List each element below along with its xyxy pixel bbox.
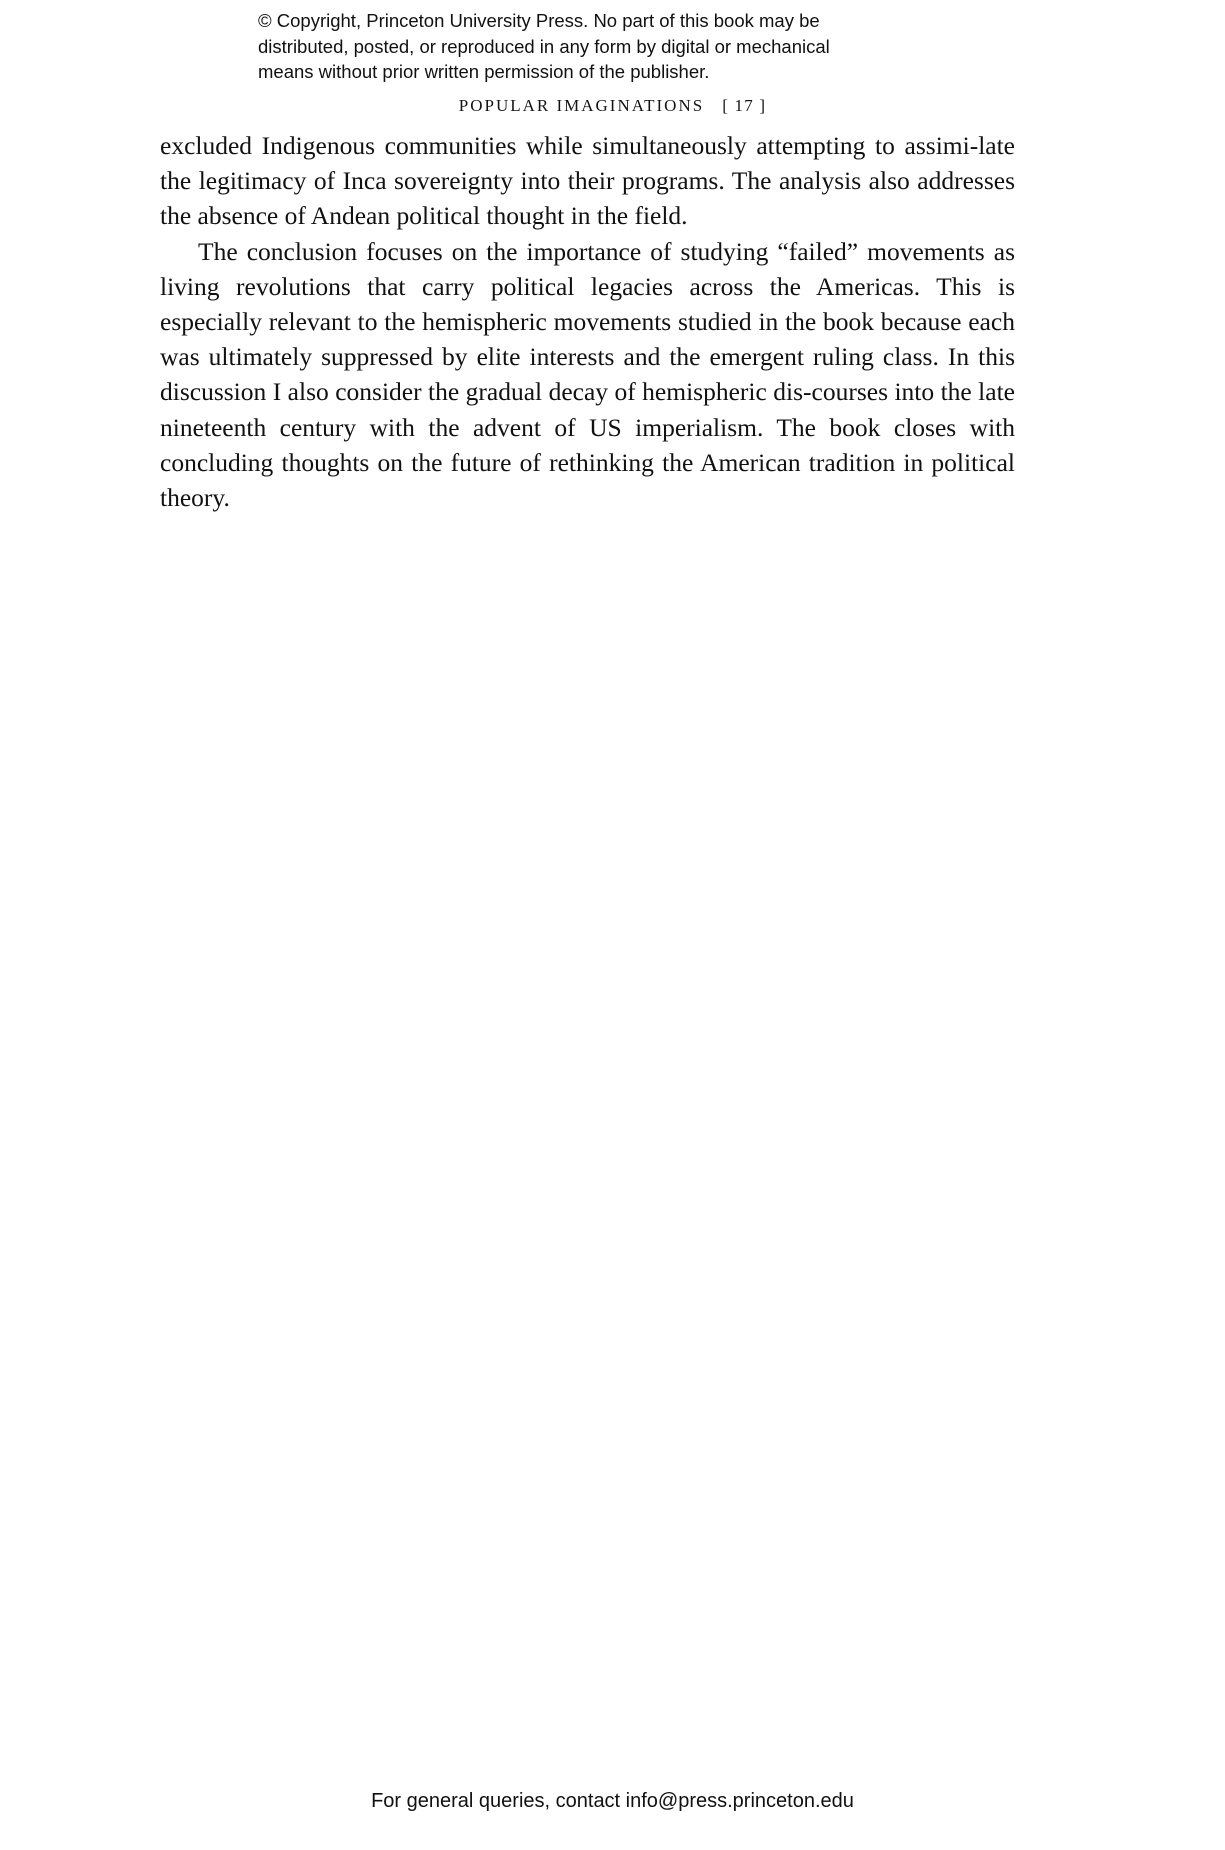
copyright-notice-line-3: means without prior written permission of the publisher. <box>258 61 710 82</box>
footer-queries-note: For general queries, contact info@press.princeton.edu <box>371 1790 854 1812</box>
running-head-title: POPULAR IMAGINATIONS <box>458 96 705 115</box>
body-paragraph-1: excluded Indigenous communities while simultaneously attempting to assimi‐late the legitimacy of Inca sovereignty into their programs. The analysis also addresses the absence of Andean political thought in the field. <box>160 131 1015 231</box>
copyright-notice <box>258 8 948 85</box>
copyright-notice-line-2: distributed, posted, or reproduced in any form by digital or mechanical <box>258 35 830 57</box>
page-number: [ 17 ] <box>722 96 767 115</box>
body-paragraph-2: The conclusion focuses on the importance of studying “failed” movements as living revolutions that carry political legacies across the Americas. This is especially relevant to the hemispheric movements studied in the book because each was ultimately suppressed by elite interests and the emergent ruling class. In this discussion I also consider the gradual decay of hemispheric dis‐courses into the late nineteenth century with the advent of US imperialism. The book closes with concluding thoughts on the future of rethinking the American tradition in political theory. <box>160 236 1015 513</box>
running-head <box>0 96 1225 116</box>
copyright-notice-line-1: © Copyright, Princeton University Press. No part of this book may be <box>258 10 820 31</box>
body-text <box>160 128 1015 515</box>
